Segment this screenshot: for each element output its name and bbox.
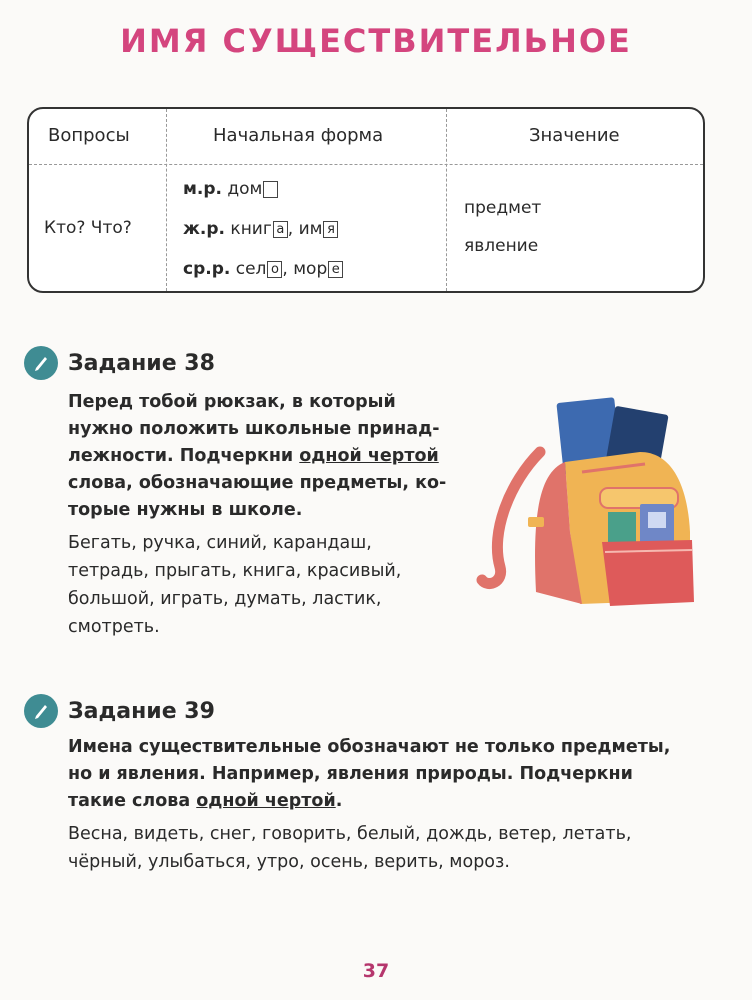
- form-neuter: ср.р. сел о , мор е: [183, 259, 343, 279]
- ending-box: а: [273, 221, 288, 238]
- header-questions: Вопросы: [48, 125, 130, 146]
- pencil-icon: [24, 694, 58, 728]
- noun-table: [27, 107, 705, 293]
- backpack-illustration: [470, 392, 710, 617]
- ending-box: о: [267, 261, 282, 278]
- header-initial-form: Начальная форма: [213, 125, 384, 146]
- table-divider: [446, 109, 447, 291]
- task-38-title: Задание 38: [68, 350, 215, 376]
- task-39-words: Весна, видеть, снег, говорить, белый, дождь, ветер, летать, чёрный, улыбаться, утро, осень, верить, мороз.: [68, 824, 632, 872]
- table-divider: [166, 109, 167, 291]
- ending-box: е: [328, 261, 343, 278]
- form-feminine: ж.р. книг а , им я: [183, 219, 338, 239]
- questions-cell: Кто? Что?: [44, 218, 132, 238]
- task-38-instructions: Перед тобой рюкзак, в который нужно положить школьные принад- лежности. Подчеркни одной чертой слова, обозначающие предметы, ко- торые нужны в школе.: [68, 392, 447, 520]
- page-number: 37: [362, 960, 390, 982]
- page-title: ИМЯ СУЩЕСТВИТЕЛЬНОЕ: [120, 22, 632, 60]
- task-38-words: Бегать, ручка, синий, карандаш, тетрадь, прыгать, книга, красивый, большой, играть, думать, ластик, смотреть.: [68, 533, 402, 637]
- task-39-title: Задание 39: [68, 698, 215, 724]
- ending-box: я: [323, 221, 338, 238]
- header-meaning: Значение: [529, 125, 620, 146]
- table-header: [29, 109, 703, 165]
- meaning-phenomenon: явление: [464, 236, 539, 256]
- task-39-instructions: Имена существительные обозначают не только предметы, но и явления. Например, явления природы. Подчеркни такие слова одной чертой.: [68, 737, 671, 811]
- meaning-object: предмет: [464, 198, 542, 218]
- form-masculine: м.р. дом: [183, 179, 278, 199]
- ending-box: [263, 181, 278, 198]
- pencil-icon: [24, 346, 58, 380]
- task-39-heading: [24, 694, 215, 728]
- task-38-heading: [24, 346, 215, 380]
